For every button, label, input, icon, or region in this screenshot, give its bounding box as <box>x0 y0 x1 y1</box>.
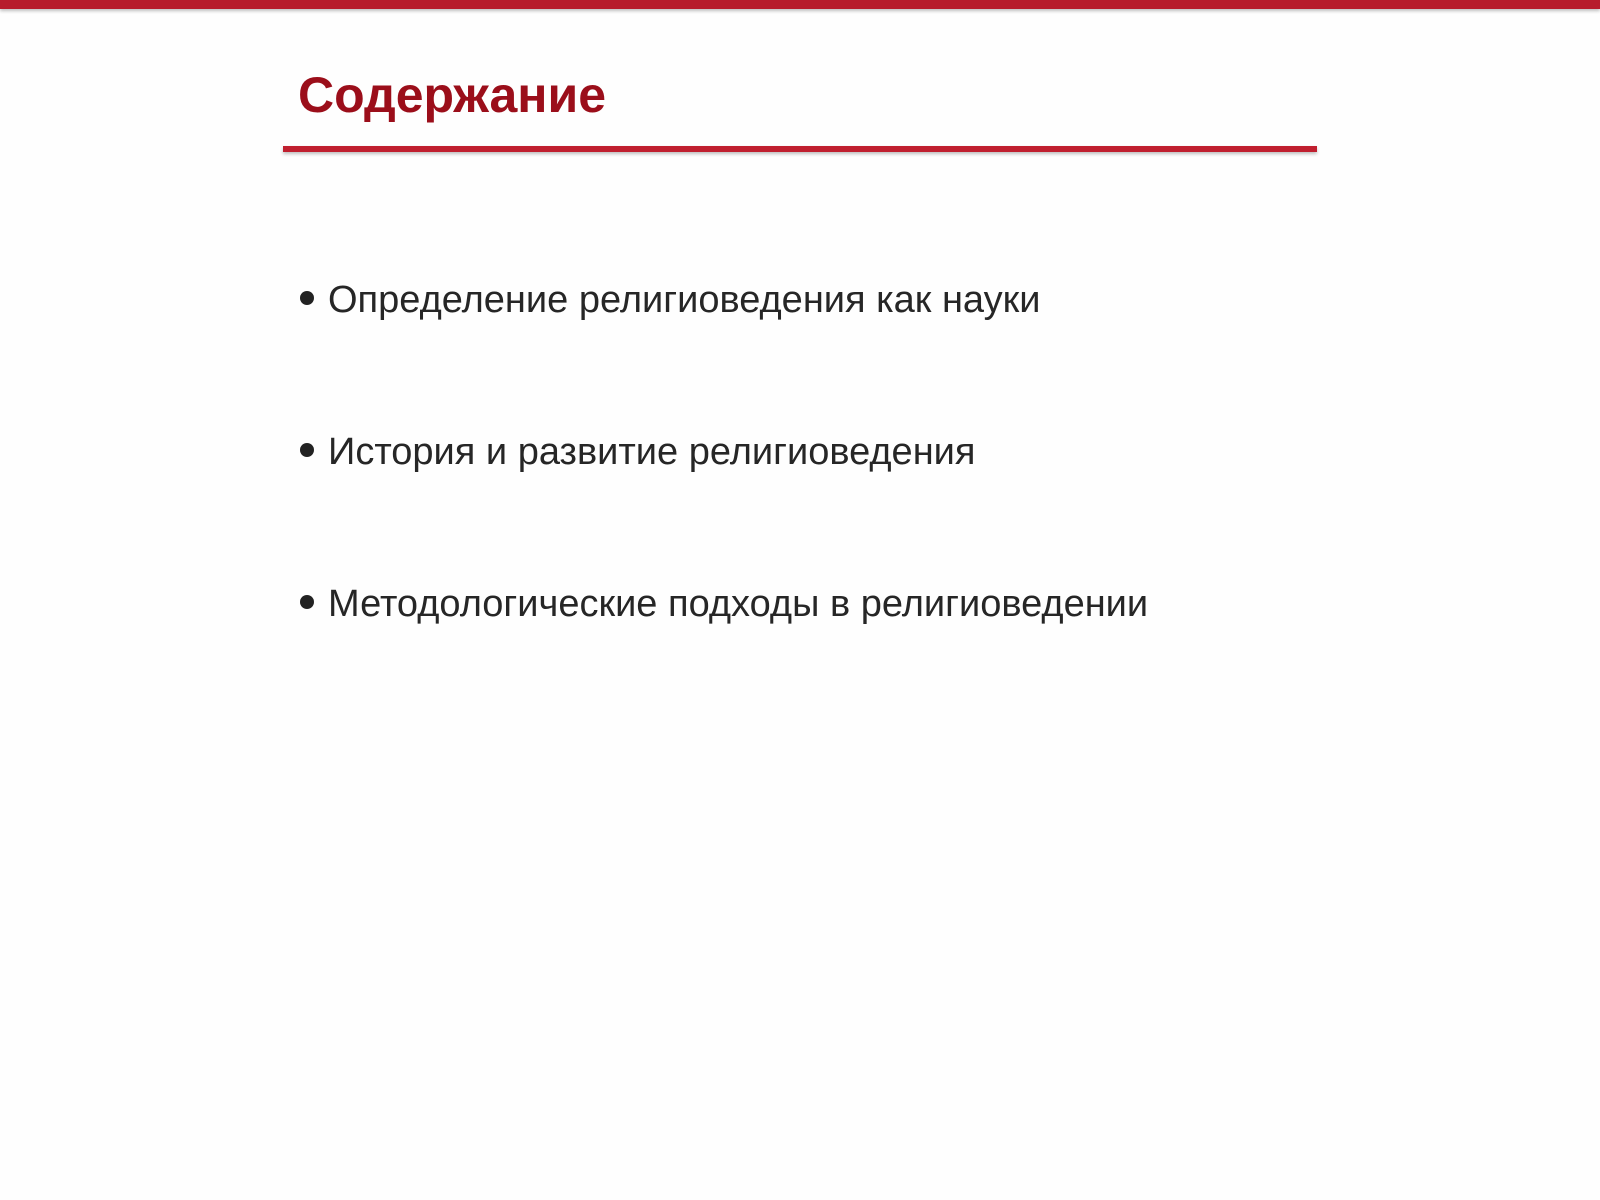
bullet-text: Методологические подходы в религиоведении <box>328 583 1149 626</box>
bullet-list <box>300 278 1148 734</box>
bullet-text: Определение религиоведения как науки <box>328 279 1041 322</box>
bullet-icon <box>300 443 314 457</box>
list-item <box>300 278 1148 430</box>
bullet-text: История и развитие религиоведения <box>328 431 976 474</box>
list-item <box>300 430 1148 582</box>
list-item <box>300 582 1148 734</box>
top-accent-bar <box>0 0 1600 9</box>
slide-title: Содержание <box>298 67 607 123</box>
title-underline <box>283 146 1317 152</box>
bullet-icon <box>300 291 314 305</box>
bullet-icon <box>300 595 314 609</box>
